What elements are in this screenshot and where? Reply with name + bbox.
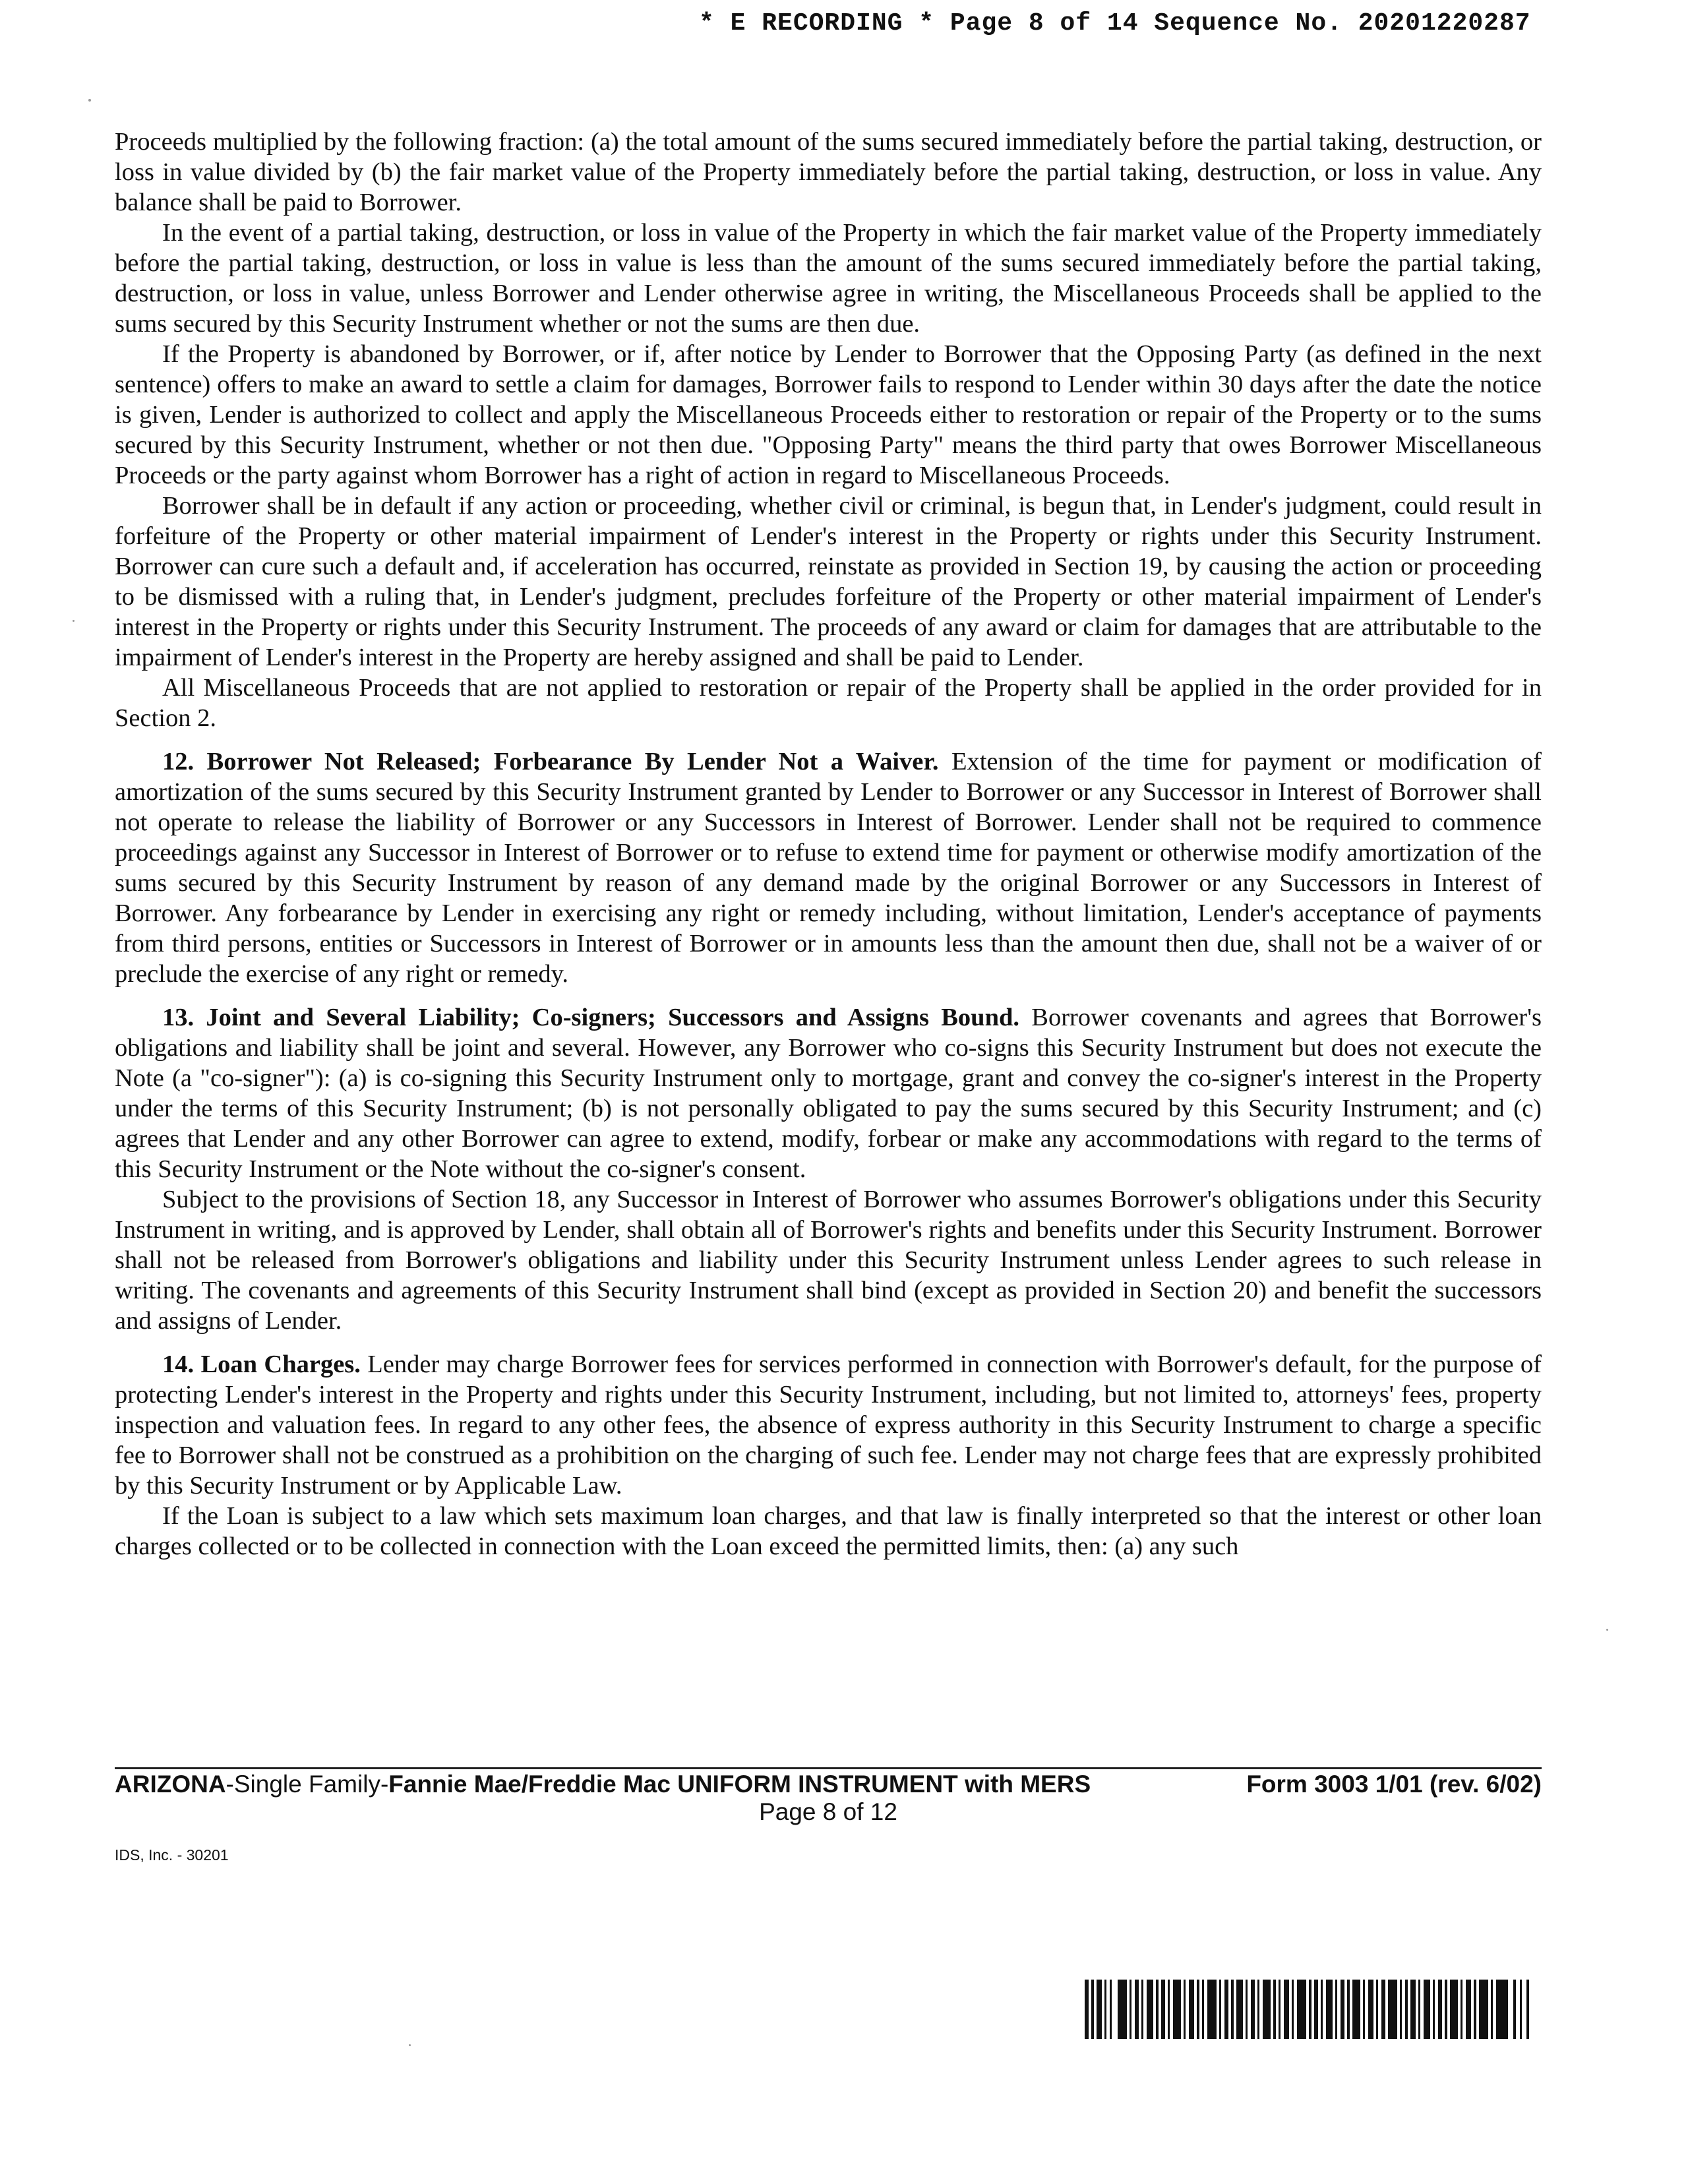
footer-form-line	[115, 1770, 1542, 1799]
section-13	[115, 1002, 1542, 1184]
scan-speck	[1606, 1629, 1608, 1631]
footer-page-number: Page 8 of 12	[759, 1798, 897, 1825]
paragraph-partial-taking: In the event of a partial taking, destruction, or loss in value of the Property in which the fair market value of the Property immediately before the partial taking, destruction, or loss in value is less than the amount of the sums secured immediately before the partial taking, destruction, or loss in value, unless Borrower and Lender otherwise agree in writing, the Miscellaneous Proceeds shall be applied to the sums secured by this Security Instrument whether or not the sums are then due.	[115, 219, 1542, 338]
recording-header: * E RECORDING * Page 8 of 14 Sequence No. 20201220287	[699, 9, 1531, 38]
section-13-heading: 13. Joint and Several Liability; Co-signers; Successors and Assigns Bound.	[162, 1004, 1020, 1031]
footer-form-number: Form 3003 1/01 (rev. 6/02)	[1246, 1771, 1542, 1798]
barcode-icon	[1085, 1980, 1533, 2039]
paragraph-abandoned-property: If the Property is abandoned by Borrower, or if, after notice by Lender to Borrower that the Opposing Party (as defined in the next sentence) offers to make an award to settle a claim for damages, Borrower fails to respond to Lender within 30 days after the date the notice is given, Lender is authorized to collect and apply the Miscellaneous Proceeds either to restoration or repair of the Property or to the sums secured by this Security Instrument, whether or not then due. "Opposing Party" means the third party that owes Borrower Miscellaneous Proceeds or the party against whom Borrower has a right of action in regard to Miscellaneous Proceeds.	[115, 340, 1542, 489]
section-14-text: Lender may charge Borrower fees for services performed in connection with Borrower's default, for the purpose of protecting Lender's interest in the Property and rights under this Security Instrument, including, but not limited to, attorneys' fees, property inspection and valuation fees. In regard to any other fees, the absence of express authority in this Security Instrument to charge a specific fee to Borrower shall not be construed as a prohibition on the charging of such fee. Lender may not charge fees that are expressly prohibited by this Security Instrument or by Applicable Law.	[115, 1350, 1542, 1500]
section-14	[115, 1349, 1542, 1501]
paragraph-misc-proceeds: All Miscellaneous Proceeds that are not applied to restoration or repair of the Property shall be applied in the order provided for in Section 2.	[115, 674, 1542, 732]
ids-identifier: IDS, Inc. - 30201	[115, 1846, 229, 1864]
section-12	[115, 746, 1542, 989]
document-body	[115, 127, 1542, 1562]
section-14-heading: 14. Loan Charges.	[162, 1350, 361, 1378]
section-13-paragraph-2: Subject to the provisions of Section 18, any Successor in Interest of Borrower who assumes Borrower's obligations under this Security Instrument in writing, and is approved by Lender, shall obtain all of Borrower's rights and benefits under this Security Instrument. Borrower shall not be released from Borrower's obligations and liability under this Security Instrument unless Lender agrees to such release in writing. The covenants and agreements of this Security Instrument shall bind (except as provided in Section 20) and benefit the successors and assigns of Lender.	[115, 1186, 1542, 1335]
section-12-text: Extension of the time for payment or modification of amortization of the sums secured by this Security Instrument granted by Lender to Borrower or any Successor in Interest of Borrower shall not operate to release the liability of Borrower or any Successors in Interest of Borrower. Lender shall not be required to commence proceedings against any Successor in Interest of Borrower or to refuse to extend time for payment or otherwise modify amortization of the sums secured by this Security Instrument by reason of any demand made by the original Borrower or any Successors in Interest of Borrower. Any forbearance by Lender in exercising any right or remedy including, without limitation, Lender's acceptance of payments from third persons, entities or Successors in Interest of Borrower or in amounts less than the amount then due, shall not be a waiver of or preclude the exercise of any right or remedy.	[115, 748, 1542, 988]
section-14-paragraph-2: If the Loan is subject to a law which sets maximum loan charges, and that law is finally interpreted so that the interest or other loan charges collected or to be collected in connection with the Loan exceed the permitted limits, then: (a) any such	[115, 1502, 1542, 1560]
section-13-text: Borrower covenants and agrees that Borrower's obligations and liability shall be joint and several. However, any Borrower who co-signs this Security Instrument but does not execute the Note (a "co-signer"): (a) is co-signing this Security Instrument only to mortgage, grant and convey the co-signer's interest in the Property under the terms of this Security Instrument; (b) is not personally obligated to pay the sums secured by this Security Instrument; and (c) agrees that Lender and any other Borrower can agree to extend, modify, forbear or make any accommodations with regard to the terms of this Security Instrument or the Note without the co-signer's consent.	[115, 1004, 1542, 1183]
scan-speck	[409, 2044, 411, 2046]
footer-divider	[115, 1767, 1542, 1769]
footer-state: ARIZONA	[115, 1771, 226, 1798]
scan-speck	[73, 620, 75, 622]
footer-instrument: Fannie Mae/Freddie Mac UNIFORM INSTRUMENT with MERS	[388, 1771, 1091, 1798]
paragraph-proceeds-fraction: Proceeds multiplied by the following fraction: (a) the total amount of the sums secured immediately before the partial taking, destruction, or loss in value divided by (b) the fair market value of the Property immediately before the partial taking, destruction, or loss in value. Any balance shall be paid to Borrower.	[115, 128, 1542, 216]
paragraph-borrower-default: Borrower shall be in default if any action or proceeding, whether civil or criminal, is begun that, in Lender's judgment, could result in forfeiture of the Property or other material impairment of Lender's interest in the Property or rights under this Security Instrument. Borrower can cure such a default and, if acceleration has occurred, reinstate as provided in Section 19, by causing the action or proceeding to be dismissed with a ruling that, in Lender's judgment, precludes forfeiture of the Property or other material impairment of Lender's interest in the Property or rights under this Security Instrument. The proceeds of any award or claim for damages that are attributable to the impairment of Lender's interest in the Property are hereby assigned and shall be paid to Lender.	[115, 492, 1542, 671]
section-12-heading: 12. Borrower Not Released; Forbearance By Lender Not a Waiver.	[162, 748, 939, 775]
scan-speck	[88, 99, 91, 102]
footer-family: -Single Family-	[226, 1771, 389, 1798]
